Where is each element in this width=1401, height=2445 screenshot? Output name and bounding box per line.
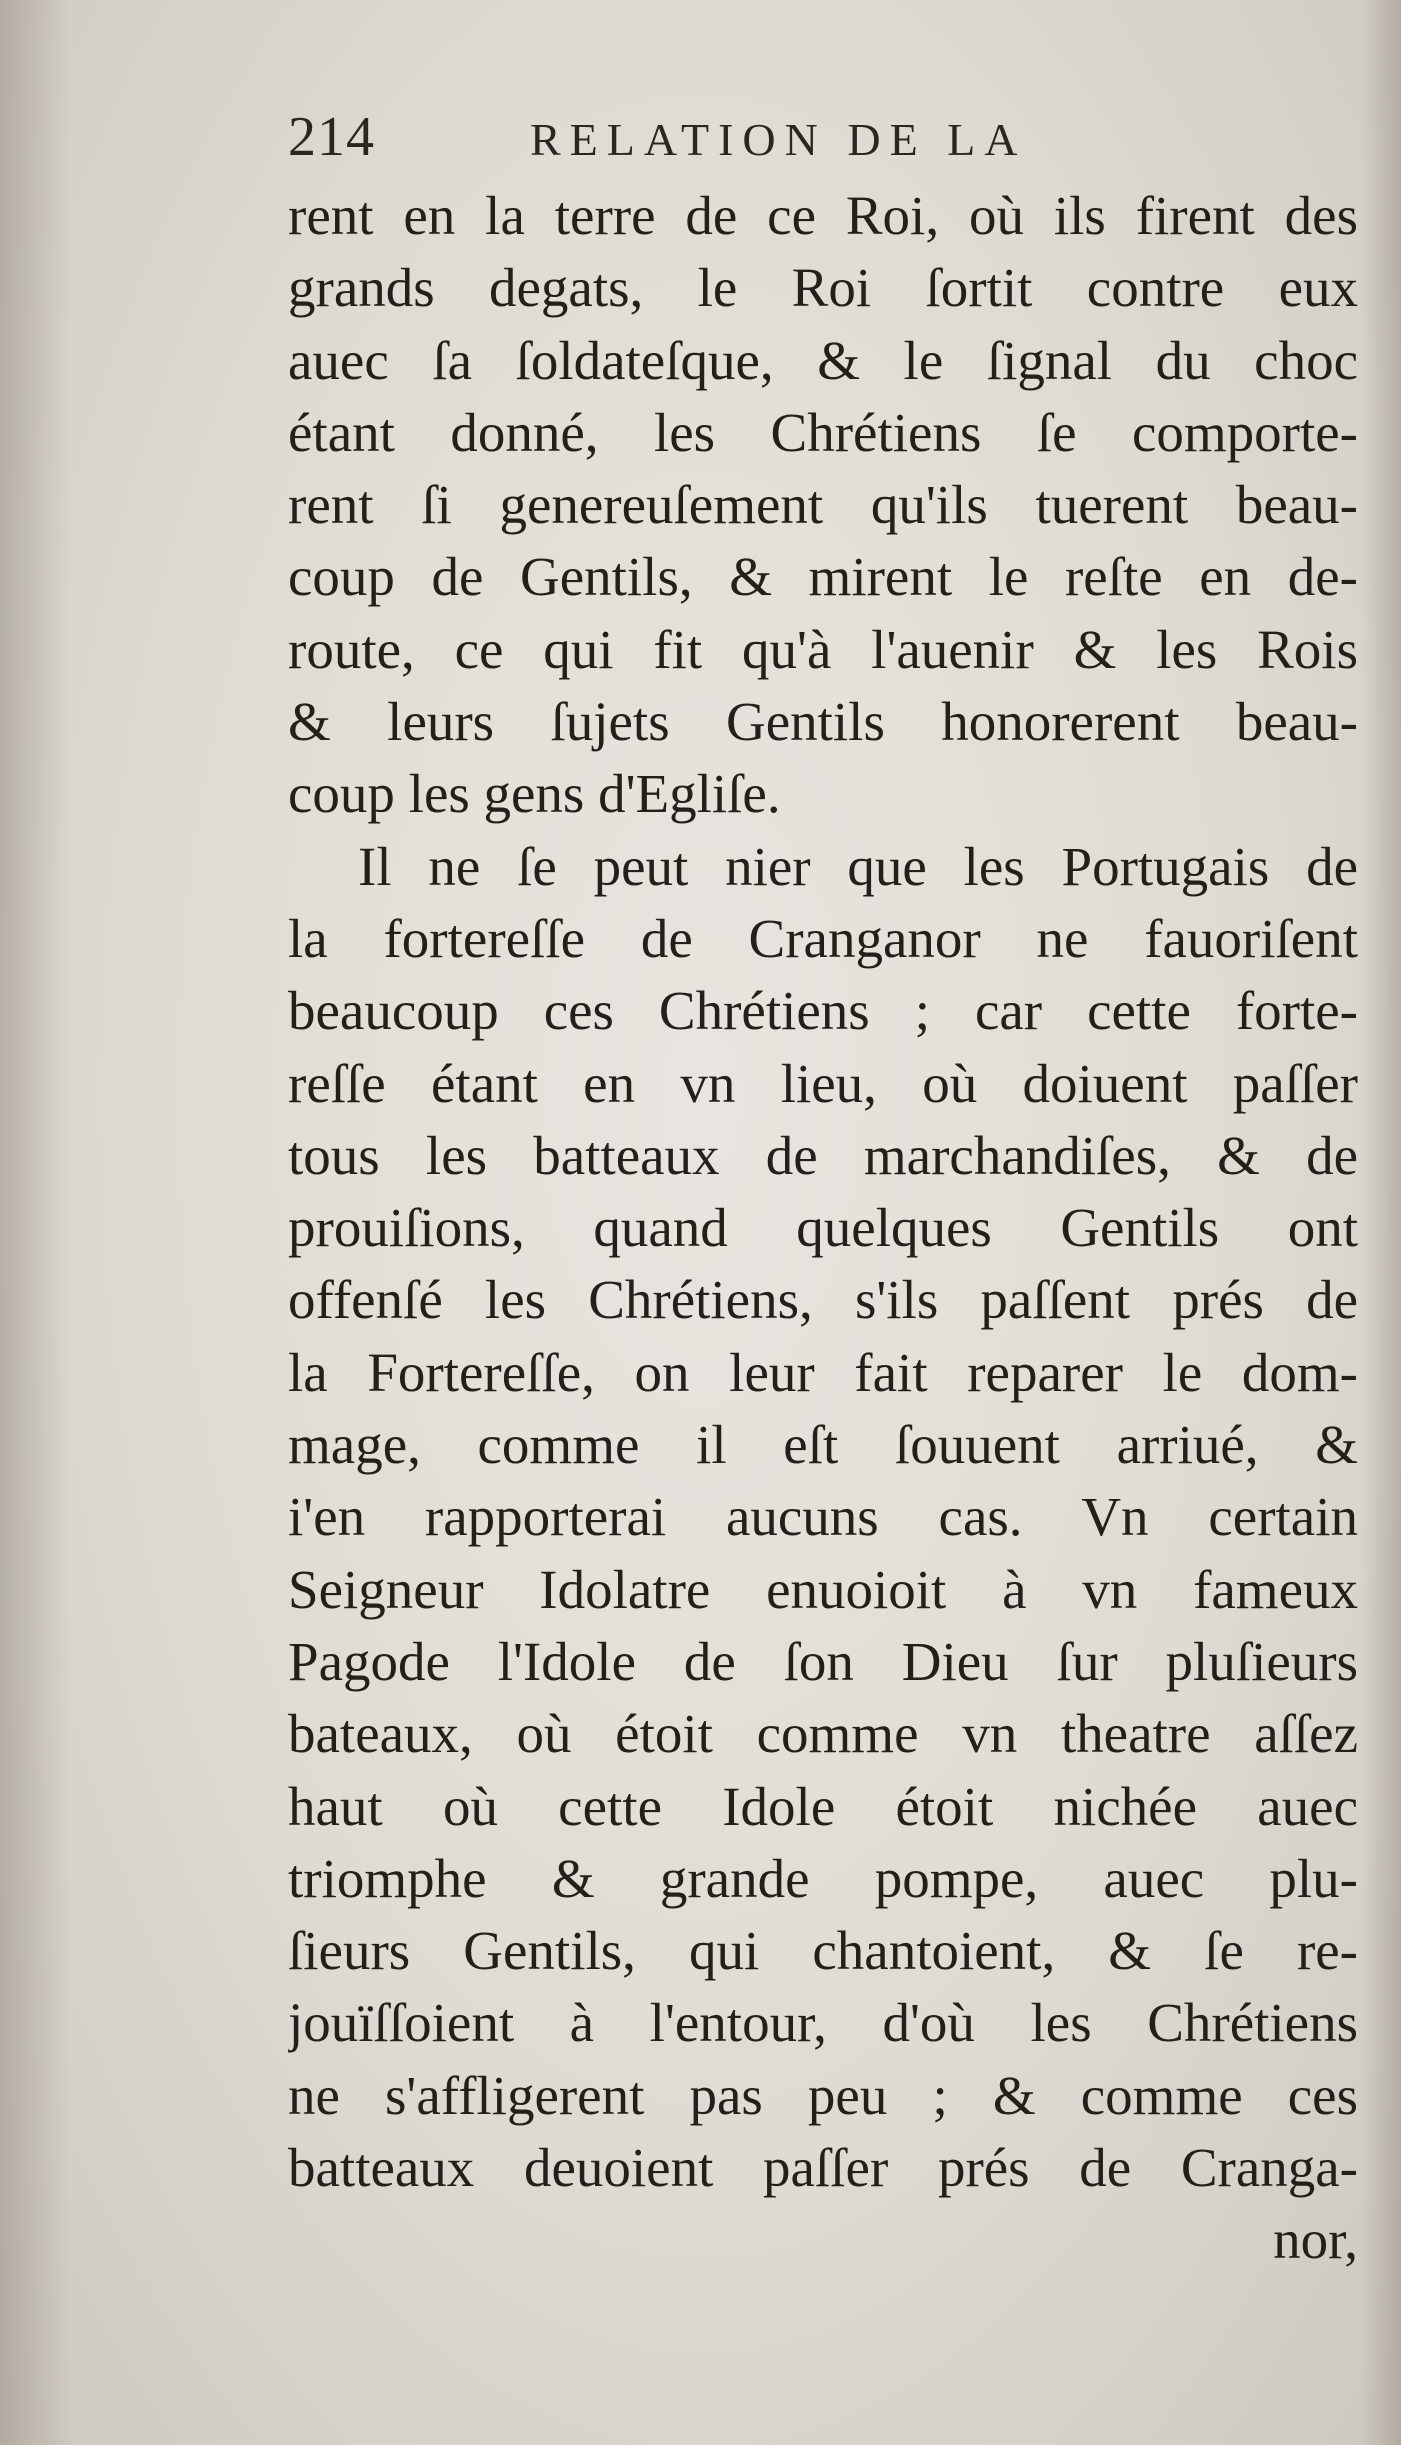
running-head: RELATION DE LA (530, 114, 1027, 165)
page-edge-shadow (1361, 0, 1401, 2445)
body-text (288, 180, 1358, 2277)
catchword: nor, (1273, 2209, 1358, 2271)
text-line: la fortereſſe de Cranganor ne fauoriſent (288, 907, 1358, 969)
text-line: bateaux, où étoit comme vn theatre aſſez (288, 1703, 1358, 1765)
text-line: jouïſſoient à l'entour, d'où les Chrétiens (288, 1992, 1358, 2054)
gutter-shadow (0, 0, 70, 2445)
text-line: triomphe & grande pompe, auec plu- (288, 1847, 1358, 1909)
text-line: rent ſi genereuſement qu'ils tuerent beau- (288, 474, 1358, 536)
text-line: offenſé les Chrétiens, s'ils paſſent prés de (288, 1269, 1358, 1331)
text-line: la Fortereſſe, on leur fait reparer le dom- (288, 1341, 1358, 1403)
text-line: grands degats, le Roi ſortit contre eux (288, 257, 1358, 319)
text-line: rent en la terre de ce Roi, où ils firent des (288, 185, 1358, 246)
text-line: ſieurs Gentils, qui chantoient, & ſe re- (288, 1920, 1358, 1982)
text-line: prouiſions, quand quelques Gentils ont (288, 1197, 1358, 1259)
text-line: auec ſa ſoldateſque, & le ſignal du choc (288, 329, 1358, 391)
text-line: étant donné, les Chrétiens ſe comporte- (288, 401, 1358, 463)
text-line: coup les gens d'Egliſe. (288, 763, 781, 825)
text-line: beaucoup ces Chrétiens ; car cette forte- (288, 980, 1358, 1042)
text-line: & leurs ſujets Gentils honorerent beau- (288, 691, 1358, 753)
text-line: Pagode l'Idole de ſon Dieu ſur pluſieurs (288, 1630, 1358, 1692)
text-line: coup de Gentils, & mirent le reſte en de- (288, 546, 1358, 608)
page-number: 214 (288, 106, 375, 168)
text-line: Seigneur Idolatre enuoioit à vn fameux (288, 1558, 1358, 1620)
page-header (288, 105, 1368, 175)
text-line: ne s'affligerent pas peu ; & comme ces (288, 2064, 1358, 2126)
text-line: mage, comme il eſt ſouuent arriué, & (288, 1414, 1358, 1476)
paragraph-start-line: Il ne ſe peut nier que les Portugais de (358, 835, 1358, 897)
text-line: route, ce qui fit qu'à l'auenir & les Rois (288, 618, 1358, 680)
text-line: haut où cette Idole étoit nichée auec (288, 1775, 1358, 1837)
text-line: reſſe étant en vn lieu, où doiuent paſſer (288, 1052, 1358, 1114)
text-line: batteaux deuoient paſſer prés de Cranga- (288, 2137, 1358, 2199)
text-line: tous les batteaux de marchandiſes, & de (288, 1124, 1358, 1186)
text-line: i'en rapporterai aucuns cas. Vn certain (288, 1486, 1358, 1548)
